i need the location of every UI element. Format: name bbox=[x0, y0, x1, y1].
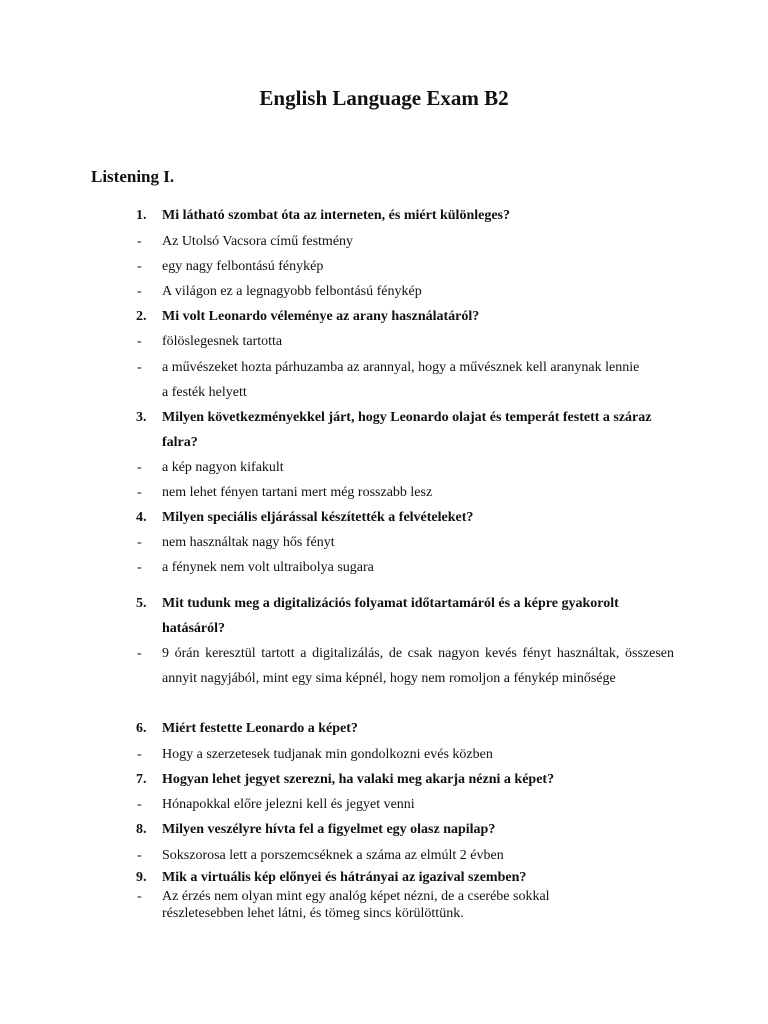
question-number: 1. bbox=[136, 208, 147, 223]
question-text: Mik a virtuális kép előnyei és hátrányai az igazival szemben? bbox=[162, 870, 527, 885]
answer-item bbox=[137, 530, 657, 555]
question-item bbox=[136, 591, 681, 641]
bullet-dash: - bbox=[137, 234, 142, 249]
answer-item bbox=[137, 792, 657, 817]
question-text: Mi volt Leonardo véleménye az arany használatáról? bbox=[162, 309, 480, 324]
bullet-dash: - bbox=[137, 460, 142, 475]
page-title: English Language Exam B2 bbox=[259, 86, 509, 110]
answer-text: Hónapokkal előre jelezni kell és jegyet venni bbox=[162, 797, 415, 812]
answer-text: a művészeket hozta párhuzamba az arannyal, hogy a művésznek kell aranynak lennie a festék helyett bbox=[162, 360, 640, 400]
answer-item bbox=[137, 480, 657, 505]
question-item bbox=[136, 817, 676, 842]
answer-text: A világon ez a legnagyobb felbontású fénykép bbox=[162, 284, 422, 299]
answer-item bbox=[137, 455, 657, 480]
bullet-dash: - bbox=[137, 889, 142, 904]
answer-item bbox=[137, 254, 657, 279]
bullet-dash: - bbox=[137, 259, 142, 274]
answer-text: a fénynek nem volt ultraibolya sugara bbox=[162, 560, 374, 575]
question-item bbox=[136, 203, 676, 228]
question-item bbox=[136, 304, 676, 329]
answer-text: fölöslegesnek tartotta bbox=[162, 334, 283, 349]
question-number: 3. bbox=[136, 410, 147, 425]
answer-item bbox=[137, 555, 657, 580]
question-text: Milyen veszélyre hívta fel a figyelmet egy olasz napilap? bbox=[162, 822, 496, 837]
bullet-dash: - bbox=[137, 485, 142, 500]
question-number: 4. bbox=[136, 510, 147, 525]
question-number: 7. bbox=[136, 772, 147, 787]
question-text: Hogyan lehet jegyet szerezni, ha valaki meg akarja nézni a képet? bbox=[162, 772, 555, 787]
question-text: Mi látható szombat óta az interneten, és miért különleges? bbox=[162, 208, 510, 223]
question-item bbox=[136, 868, 676, 888]
question-number: 5. bbox=[136, 596, 147, 611]
question-number: 2. bbox=[136, 309, 147, 324]
bullet-dash: - bbox=[137, 646, 142, 661]
question-item bbox=[136, 405, 671, 455]
answer-item bbox=[137, 355, 649, 405]
bullet-dash: - bbox=[137, 535, 142, 550]
answer-text: Sokszorosa lett a porszemcséknek a száma az elmúlt 2 évben bbox=[162, 848, 504, 863]
answer-item bbox=[137, 641, 674, 691]
section-heading: Listening I. bbox=[91, 167, 175, 186]
bullet-dash: - bbox=[137, 560, 142, 575]
answer-item bbox=[137, 888, 607, 922]
answer-text: Hogy a szerzetesek tudjanak min gondolkozni evés közben bbox=[162, 747, 493, 762]
question-number: 8. bbox=[136, 822, 147, 837]
bullet-dash: - bbox=[137, 797, 142, 812]
question-item bbox=[136, 767, 676, 792]
bullet-dash: - bbox=[137, 334, 142, 349]
question-item bbox=[136, 505, 676, 530]
answer-text: nem használtak nagy hős fényt bbox=[162, 535, 335, 550]
bullet-dash: - bbox=[137, 360, 142, 375]
answer-item bbox=[137, 229, 657, 254]
question-item bbox=[136, 716, 676, 741]
answer-item bbox=[137, 329, 657, 354]
answer-text: nem lehet fényen tartani mert még rosszabb lesz bbox=[162, 485, 433, 500]
question-text: Mit tudunk meg a digitalizációs folyamat időtartamáról és a képre gyakorolt hatásáról? bbox=[162, 596, 619, 636]
answer-text: Az Utolsó Vacsora című festmény bbox=[162, 234, 354, 249]
answer-text: egy nagy felbontású fénykép bbox=[162, 259, 324, 274]
question-text: Miért festette Leonardo a képet? bbox=[162, 721, 358, 736]
bullet-dash: - bbox=[137, 284, 142, 299]
question-number: 9. bbox=[136, 870, 147, 885]
question-number: 6. bbox=[136, 721, 147, 736]
answer-text: 9 órán keresztül tartott a digitalizálás, de csak nagyon kevés fényt használtak, összesen annyit nagyjából, mint egy sima képnél, hogy nem romoljon a fénykép minősége bbox=[162, 646, 674, 686]
answer-text: Az érzés nem olyan mint egy analóg képet nézni, de a cserébe sokkal részletesebben lehet látni, és tömeg sincs körülöttünk. bbox=[162, 889, 550, 921]
answer-item bbox=[137, 843, 657, 868]
answer-text: a kép nagyon kifakult bbox=[162, 460, 284, 475]
question-text: Milyen következményekkel járt, hogy Leonardo olajat és temperát festett a száraz falra? bbox=[162, 410, 652, 450]
bullet-dash: - bbox=[137, 848, 142, 863]
bullet-dash: - bbox=[137, 747, 142, 762]
answer-item bbox=[137, 279, 657, 304]
answer-item bbox=[137, 742, 657, 767]
question-text: Milyen speciális eljárással készítették a felvételeket? bbox=[162, 510, 474, 525]
